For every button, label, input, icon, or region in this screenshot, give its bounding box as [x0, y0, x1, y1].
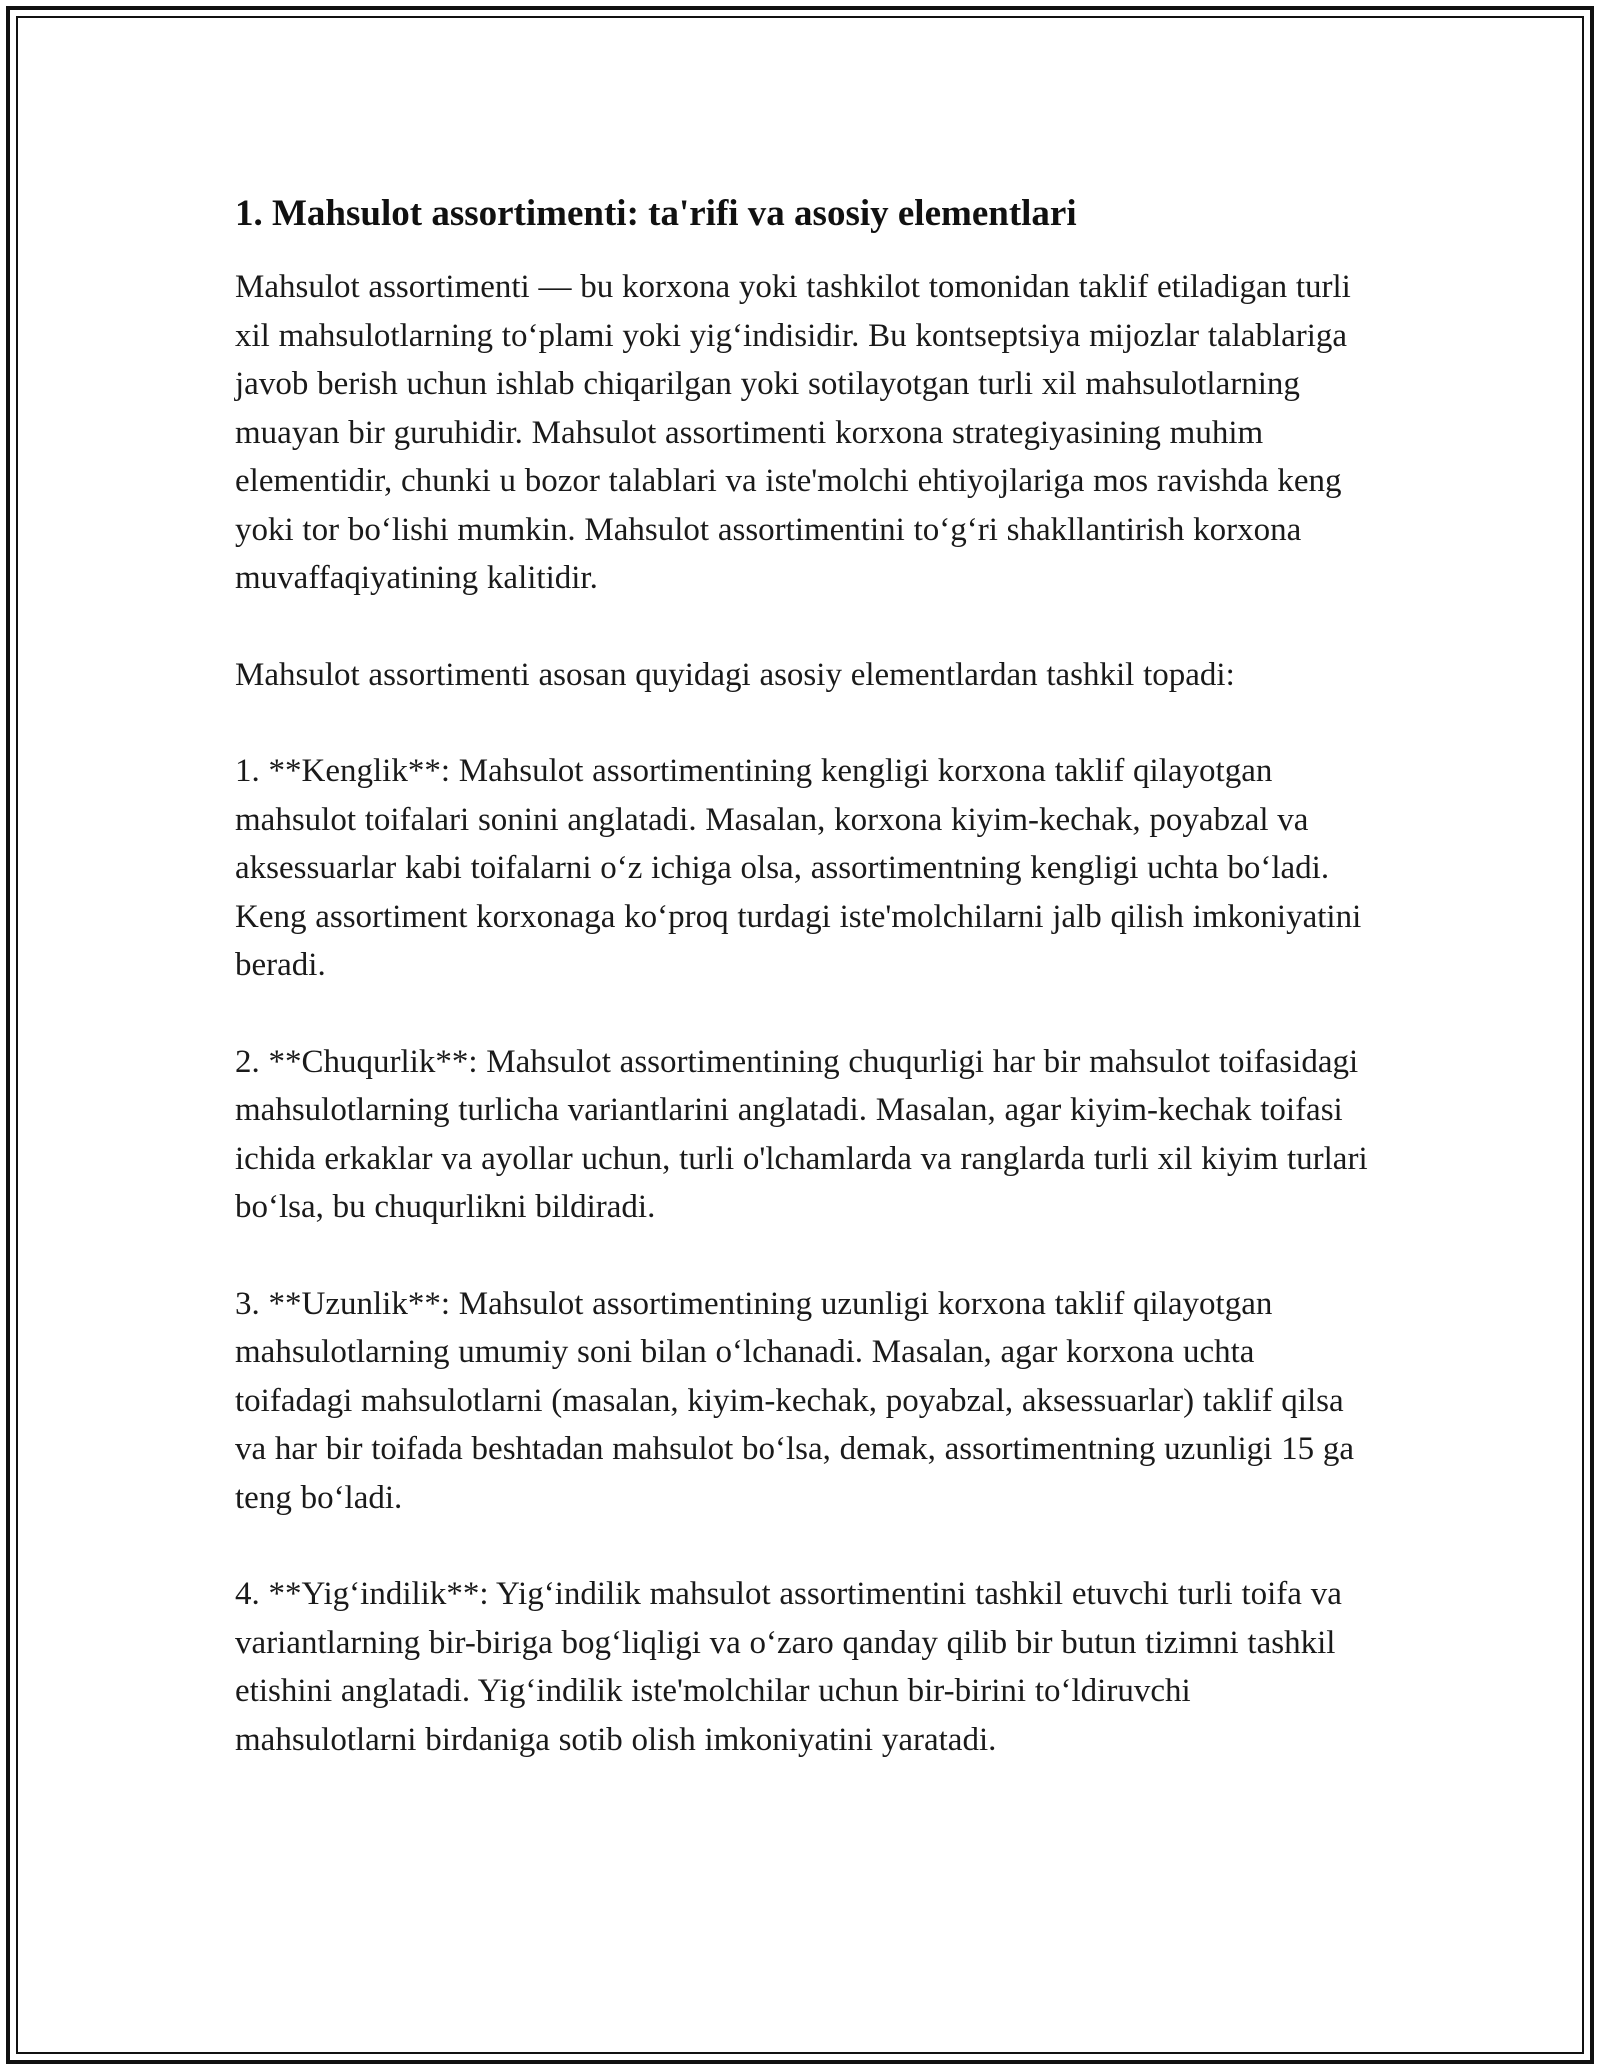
element-item-width: 1. **Kenglik**: Mahsulot assortimentining kengligi korxona taklif qilayotgan mahsulot toifalari sonini anglatadi. Masalan, korxona kiyim-kechak, poyabzal va aksessuarlar kabi toifalarni o‘z ichiga olsa, assortimentning kengligi uchta bo‘ladi. Keng assortiment korxonaga ko‘proq turdagi iste'molchilarni jalb qilish imkoniyatini beradi. — [235, 753, 1362, 983]
element-item-consistency: 4. **Yig‘indilik**: Yig‘indilik mahsulot assortimentini tashkil etuvchi turli toifa va variantlarning bir-biriga bog‘liqligi va o‘zaro qanday qilib bir butun tizimni tashkil etishini anglatadi. Yig‘indilik iste'molchilar uchun bir-birini to‘ldiruvchi mahsulotlarni birdaniga sotib olish imkoniyatini yaratadi. — [235, 1576, 1342, 1758]
document-body — [235, 185, 1380, 1812]
intro-paragraph: Mahsulot assortimenti — bu korxona yoki tashkilot tomonidan taklif etiladigan turli xil mahsulotlarning to‘plami yoki yig‘indisidir. Bu kontseptsiya mijozlar talablariga javob berish uchun ishlab chiqarilgan yoki sotilayotgan turli xil mahsulotlarning muayan bir guruhidir. Mahsulot assortimenti korxona strategiyasining muhim elementidir, chunki u bozor talablari va iste'molchi ehtiyojlariga mos ravishda keng yoki tor bo‘lishi mumkin. Mahsulot assortimentini to‘g‘ri shakllantirish korxona muvaffaqiyatining kalitidir. — [235, 269, 1351, 596]
elements-lead-paragraph: Mahsulot assortimenti asosan quyidagi asosiy elementlardan tashkil topadi: — [235, 656, 1235, 693]
section-heading: 1. Mahsulot assortimenti: ta'rifi va asosiy elementlari — [235, 193, 1077, 234]
element-item-length: 3. **Uzunlik**: Mahsulot assortimentining uzunligi korxona taklif qilayotgan mahsulotlarning umumiy soni bilan o‘lchanadi. Masalan, agar korxona uchta toifadagi mahsulotlarni (masalan, kiyim-kechak, poyabzal, aksessuarlar) taklif qilsa va har bir toifada beshtadan mahsulot bo‘lsa, demak, assortimentning uzunligi 15 ga teng bo‘ladi. — [235, 1285, 1354, 1516]
element-item-depth: 2. **Chuqurlik**: Mahsulot assortimentining chuqurligi har bir mahsulot toifasidagi mahsulotlarning turlicha variantlarini anglatadi. Masalan, agar kiyim-kechak toifasi ichida erkaklar va ayollar uchun, turli o'lchamlarda va ranglarda turli xil kiyim turlari bo‘lsa, bu chuqurlikni bildiradi. — [235, 1043, 1368, 1225]
